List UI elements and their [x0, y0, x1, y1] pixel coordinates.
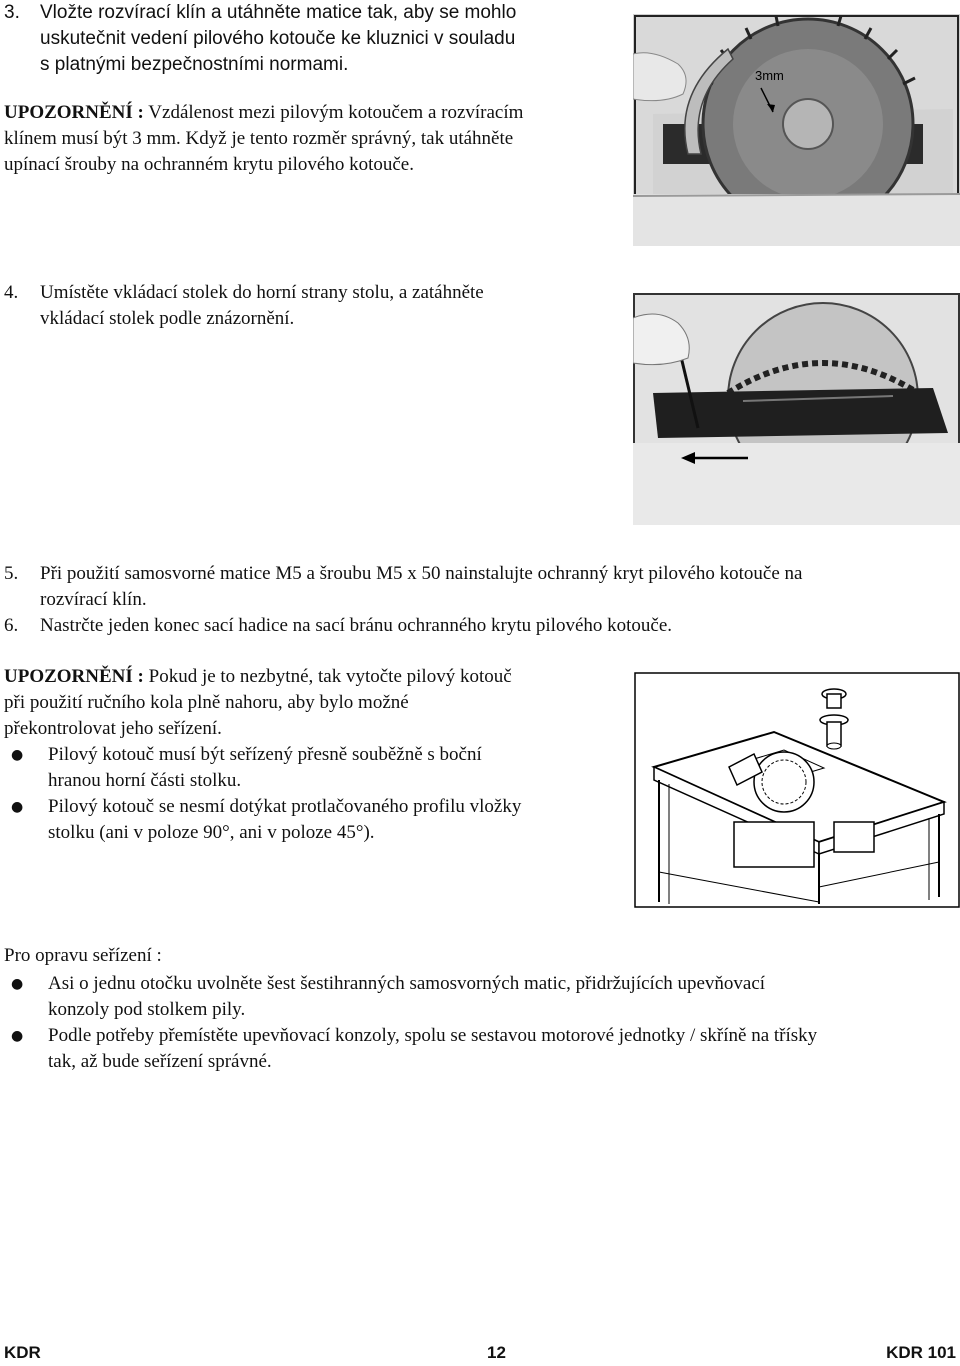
warning-1-line-1: [4, 100, 523, 126]
photo-riving-knife-gap: [633, 14, 960, 246]
warning-2-bullet-1-line-2: hranou horní části stolku.: [48, 770, 242, 791]
warning-1: [4, 100, 624, 180]
repair-bullet-2-line-2: tak, až bude seřízení správné.: [48, 1051, 272, 1072]
warning-2-bullet-2: [4, 794, 624, 846]
page-number: 12: [487, 1343, 506, 1362]
step-5: [4, 561, 954, 615]
step-3-line-3: s platnými bezpečnostními normami.: [40, 54, 349, 75]
repair-bullet-1-line-1: Asi o jednu otočku uvolněte šest šestihranných samosvorných matic, přidržujících upevňovací: [48, 973, 766, 994]
photo-1-measure-label: 3mm: [755, 68, 784, 83]
step-3-line-1: Vložte rozvírací klín a utáhněte matice tak, aby se mohlo: [40, 2, 517, 23]
warning-2-line-1: [4, 664, 512, 690]
warning-2-bullet-1: [4, 742, 624, 794]
step-4: [4, 280, 624, 334]
warning-2-text-1: Pokud je to nezbytné, tak vytočte pilový kotouč: [148, 666, 512, 687]
footer-left: KDR: [4, 1343, 41, 1362]
photo-riving-knife-gap-image: [633, 14, 960, 246]
warning-2-bullet-2-line-2: stolku (ani v poloze 90°, ani v poloze 45°).: [48, 822, 375, 843]
diagram-table-saw-image: [634, 672, 960, 908]
step-3-number: 3.: [4, 2, 20, 23]
step-6-number: 6.: [4, 615, 19, 636]
warning-2-bullet-2-line-1: Pilový kotouč se nesmí dotýkat protlačovaného profilu vložky: [48, 796, 522, 817]
step-4-line-1: Umístěte vkládací stolek do horní strany stolu, a zatáhněte: [40, 282, 484, 303]
warning-1-text-1: Vzdálenost mezi pilovým kotoučem a rozvíracím: [148, 102, 524, 123]
repair-heading: Pro opravu seřízení :: [4, 945, 162, 966]
step-3-line-2: uskutečnit vedení pilového kotouče ke kluznici v souladu: [40, 28, 516, 49]
photo-table-insert-image: [633, 293, 960, 525]
warning-2-line-3: překontrolovat jeho seřízení.: [4, 718, 222, 739]
bullet-dot-icon: ●: [11, 1028, 24, 1044]
warning-1-line-2: klínem musí být 3 mm. Když je tento rozměr správný, tak utáhněte: [4, 128, 514, 149]
bullet-dot-icon: ●: [11, 976, 24, 992]
diagram-table-saw: [634, 672, 960, 908]
step-4-number: 4.: [4, 282, 19, 303]
step-5-line-2: rozvírací klín.: [40, 589, 147, 610]
warning-1-line-3: upínací šrouby na ochranném krytu pilového kotouče.: [4, 154, 414, 175]
bullet-dot-icon: ●: [11, 747, 24, 763]
photo-table-insert: [633, 293, 960, 525]
page-footer: [0, 1340, 960, 1366]
warning-2-line-2: při použití ručního kola plně nahoru, aby bylo možné: [4, 692, 409, 713]
step-4-line-2: vkládací stolek podle znázornění.: [40, 308, 295, 329]
repair-bullet-2-line-1: Podle potřeby přemístěte upevňovací konzoly, spolu se sestavou motorové jednotky / skříně na třísky: [48, 1025, 818, 1046]
bullet-dot-icon: ●: [11, 799, 24, 815]
step-6: [4, 613, 954, 641]
repair-bullet-2: [4, 1023, 960, 1075]
warning-1-label: UPOZORNĚNÍ :: [4, 102, 144, 123]
step-5-number: 5.: [4, 563, 19, 584]
repair-bullet-1-line-2: konzoly pod stolkem pily.: [48, 999, 246, 1020]
warning-2: [4, 664, 624, 854]
step-5-line-1: Při použití samosvorné matice M5 a šroubu M5 x 50 nainstalujte ochranný kryt pilového kotouče na: [40, 563, 803, 584]
footer-right: KDR 101: [886, 1343, 956, 1362]
repair-section: [4, 943, 960, 1083]
warning-2-bullet-1-line-1: Pilový kotouč musí být seřízený přesně souběžně s boční: [48, 744, 482, 765]
step-3: [4, 0, 604, 80]
warning-2-label: UPOZORNĚNÍ :: [4, 666, 144, 687]
step-6-text: Nastrčte jeden konec sací hadice na sací bránu ochranného krytu pilového kotouče.: [40, 615, 673, 636]
repair-bullet-1: [4, 971, 960, 1023]
